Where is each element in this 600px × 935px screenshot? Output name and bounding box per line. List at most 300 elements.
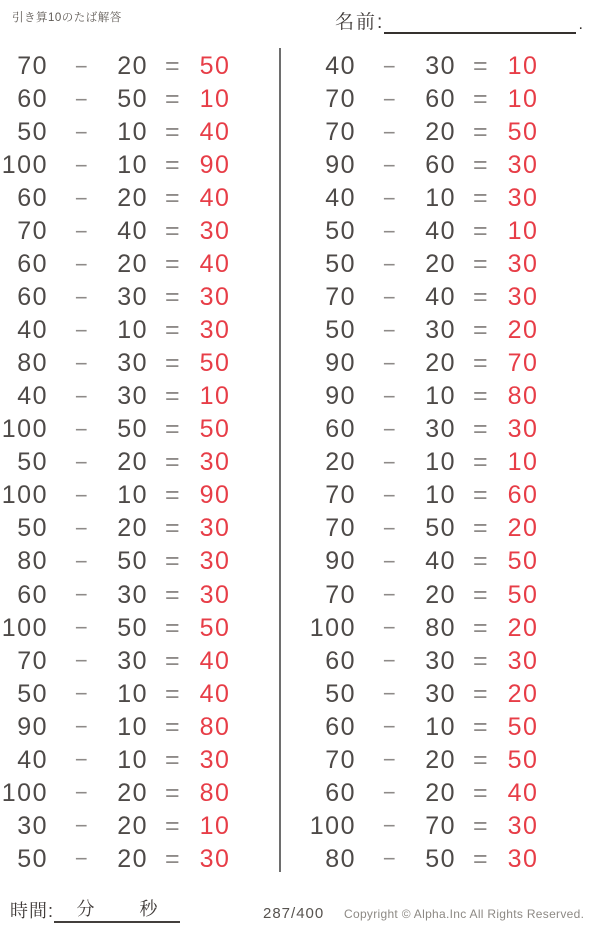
answer-value: 30	[199, 745, 231, 774]
answer-value: 30	[199, 448, 231, 477]
minus-sign: −	[74, 350, 90, 376]
equals-sign: =	[164, 283, 182, 312]
equals-sign: =	[472, 349, 490, 378]
problem-row	[308, 54, 588, 79]
minuend-value: 40	[325, 52, 356, 81]
minuend-value: 70	[325, 481, 356, 510]
answer-value: 40	[199, 118, 231, 147]
minus-sign: −	[382, 383, 398, 409]
answer-value: 30	[199, 283, 231, 312]
subtrahend-value: 30	[425, 415, 456, 444]
equals-sign: =	[472, 283, 490, 312]
answer-value: 30	[507, 184, 539, 213]
name-field	[335, 7, 583, 34]
name-label: 名前:	[335, 12, 385, 33]
minus-sign: −	[74, 251, 90, 277]
answer-value: 60	[507, 481, 539, 510]
minus-sign: −	[382, 350, 398, 376]
minuend-value: 40	[325, 184, 356, 213]
minuend-value: 70	[17, 646, 48, 675]
subtrahend-value: 20	[117, 514, 148, 543]
minuend-value: 50	[325, 679, 356, 708]
minus-sign: −	[74, 615, 90, 641]
equals-sign: =	[164, 250, 182, 279]
minuend-value: 80	[17, 547, 48, 576]
answer-value: 10	[507, 52, 539, 81]
minus-sign: −	[382, 218, 398, 244]
minuend-value: 50	[17, 448, 48, 477]
minus-sign: −	[74, 449, 90, 475]
problem-row	[308, 580, 588, 609]
name-line-period: .	[578, 16, 583, 33]
subtrahend-value: 20	[117, 184, 148, 213]
minuend-value: 60	[17, 184, 48, 213]
minus-sign: −	[74, 648, 90, 674]
problem-row	[0, 679, 280, 708]
subtrahend-value: 40	[117, 217, 148, 246]
minuend-value: 80	[325, 844, 356, 873]
problem-row	[308, 549, 588, 574]
problem-row	[308, 351, 588, 376]
minuend-value: 40	[17, 316, 48, 345]
minuend-value: 70	[325, 514, 356, 543]
problem-row	[0, 285, 280, 310]
answer-value: 30	[507, 415, 539, 444]
minuend-value: 70	[325, 745, 356, 774]
answer-value: 50	[199, 613, 231, 642]
problem-row	[308, 120, 588, 145]
minuend-value: 60	[325, 712, 356, 741]
minuend-value: 60	[17, 250, 48, 279]
answer-value: 50	[507, 580, 539, 609]
subtrahend-value: 30	[117, 349, 148, 378]
answer-value: 50	[199, 415, 231, 444]
answer-value: 10	[507, 217, 539, 246]
subtrahend-value: 10	[425, 712, 456, 741]
answer-value: 30	[507, 151, 539, 180]
subtrahend-value: 30	[117, 382, 148, 411]
problem-row	[0, 417, 280, 442]
minus-sign: −	[74, 152, 90, 178]
minus-sign: −	[382, 152, 398, 178]
minus-sign: −	[74, 119, 90, 145]
answer-value: 10	[507, 85, 539, 114]
answer-value: 20	[507, 679, 539, 708]
minus-sign: −	[74, 185, 90, 211]
problem-row	[308, 285, 588, 310]
answer-value: 80	[199, 778, 231, 807]
minus-sign: −	[382, 615, 398, 641]
subtrahend-value: 20	[425, 745, 456, 774]
minuend-value: 100	[1, 481, 48, 510]
minus-sign: −	[74, 86, 90, 112]
subtrahend-value: 30	[117, 580, 148, 609]
minuend-value: 100	[1, 415, 48, 444]
minutes-label: 分	[76, 899, 95, 919]
subtrahend-value: 50	[425, 514, 456, 543]
answer-value: 30	[507, 250, 539, 279]
minus-sign: −	[74, 780, 90, 806]
problem-row	[308, 646, 588, 675]
minus-sign: −	[74, 582, 90, 608]
problem-row	[308, 417, 588, 442]
answer-value: 50	[199, 349, 231, 378]
time-label: 時間:	[10, 901, 55, 921]
subtrahend-value: 40	[425, 283, 456, 312]
subtrahend-value: 10	[117, 316, 148, 345]
problem-row	[308, 679, 588, 708]
minus-sign: −	[382, 747, 398, 773]
equals-sign: =	[472, 382, 490, 411]
minus-sign: −	[382, 714, 398, 740]
problem-row	[0, 252, 280, 277]
minus-sign: −	[382, 185, 398, 211]
equals-sign: =	[164, 679, 182, 708]
problem-row	[0, 483, 280, 508]
problem-row	[0, 549, 280, 574]
answer-value: 20	[507, 514, 539, 543]
subtrahend-value: 20	[425, 349, 456, 378]
problem-row	[308, 186, 588, 211]
subtrahend-value: 10	[117, 679, 148, 708]
copyright-notice: Copyright © Alpha.Inc All Rights Reserved.	[344, 907, 585, 921]
answer-value: 30	[199, 844, 231, 873]
answer-value: 20	[507, 613, 539, 642]
minuend-value: 20	[325, 448, 356, 477]
minus-sign: −	[74, 681, 90, 707]
answer-value: 10	[507, 448, 539, 477]
problem-row	[308, 252, 588, 277]
minuend-value: 50	[325, 316, 356, 345]
answer-value: 40	[199, 679, 231, 708]
minuend-value: 70	[325, 580, 356, 609]
problem-row	[0, 811, 280, 840]
minus-sign: −	[382, 648, 398, 674]
minus-sign: −	[74, 747, 90, 773]
equals-sign: =	[472, 85, 490, 114]
equals-sign: =	[164, 547, 182, 576]
minuend-value: 100	[1, 613, 48, 642]
equals-sign: =	[164, 217, 182, 246]
problem-row	[308, 384, 588, 409]
equals-sign: =	[164, 613, 182, 642]
problem-row	[308, 219, 588, 244]
subtrahend-value: 20	[117, 811, 148, 840]
problem-row	[0, 54, 280, 79]
equals-sign: =	[472, 448, 490, 477]
minuend-value: 50	[17, 514, 48, 543]
seconds-label: 秒	[139, 899, 158, 919]
minuend-value: 90	[325, 382, 356, 411]
subtrahend-value: 20	[117, 844, 148, 873]
subtrahend-value: 30	[425, 679, 456, 708]
minus-sign: −	[74, 714, 90, 740]
equals-sign: =	[472, 646, 490, 675]
answer-value: 30	[507, 283, 539, 312]
problems-column-right	[308, 50, 588, 876]
problem-row	[308, 745, 588, 774]
problem-row	[308, 318, 588, 343]
equals-sign: =	[472, 118, 490, 147]
minuend-value: 100	[309, 811, 356, 840]
equals-sign: =	[164, 118, 182, 147]
minuend-value: 60	[325, 415, 356, 444]
minuend-value: 70	[325, 118, 356, 147]
subtrahend-value: 50	[425, 844, 456, 873]
equals-sign: =	[164, 415, 182, 444]
problem-row	[0, 450, 280, 475]
answer-value: 90	[199, 481, 231, 510]
subtrahend-value: 30	[425, 316, 456, 345]
answer-value: 80	[507, 382, 539, 411]
minuend-value: 60	[325, 646, 356, 675]
problem-row	[0, 318, 280, 343]
problem-row	[308, 712, 588, 741]
minuend-value: 70	[17, 52, 48, 81]
minuend-value: 50	[17, 844, 48, 873]
equals-sign: =	[164, 349, 182, 378]
minus-sign: −	[74, 284, 90, 310]
subtrahend-value: 10	[425, 448, 456, 477]
answer-value: 50	[507, 118, 539, 147]
equals-sign: =	[472, 745, 490, 774]
problem-row	[0, 219, 280, 244]
answer-value: 10	[199, 85, 231, 114]
equals-sign: =	[472, 481, 490, 510]
minus-sign: −	[382, 780, 398, 806]
answer-value: 30	[507, 646, 539, 675]
subtrahend-value: 10	[117, 481, 148, 510]
equals-sign: =	[472, 250, 490, 279]
subtrahend-value: 20	[117, 778, 148, 807]
problem-row	[308, 153, 588, 178]
page-number: 287/400	[263, 905, 325, 922]
equals-sign: =	[472, 679, 490, 708]
subtrahend-value: 30	[117, 283, 148, 312]
subtrahend-value: 20	[425, 118, 456, 147]
problem-row	[308, 778, 588, 807]
minus-sign: −	[74, 53, 90, 79]
answer-value: 30	[507, 811, 539, 840]
minus-sign: −	[382, 449, 398, 475]
answer-value: 30	[199, 316, 231, 345]
subtrahend-value: 20	[425, 778, 456, 807]
problem-row	[308, 613, 588, 642]
answer-value: 50	[199, 52, 231, 81]
subtrahend-value: 40	[425, 547, 456, 576]
minuend-value: 50	[325, 250, 356, 279]
worksheet-title: 引き算10のたば解答	[12, 12, 122, 24]
problem-row	[0, 516, 280, 541]
equals-sign: =	[164, 481, 182, 510]
minus-sign: −	[74, 482, 90, 508]
subtrahend-value: 10	[117, 151, 148, 180]
answer-value: 70	[507, 349, 539, 378]
minus-sign: −	[382, 548, 398, 574]
minuend-value: 50	[17, 118, 48, 147]
problem-row	[0, 87, 280, 112]
minuend-value: 50	[325, 217, 356, 246]
equals-sign: =	[164, 151, 182, 180]
minuend-value: 60	[17, 580, 48, 609]
minuend-value: 40	[17, 382, 48, 411]
subtrahend-value: 20	[425, 250, 456, 279]
subtrahend-value: 50	[117, 415, 148, 444]
equals-sign: =	[164, 514, 182, 543]
equals-sign: =	[164, 85, 182, 114]
equals-sign: =	[472, 151, 490, 180]
problem-row	[0, 351, 280, 376]
equals-sign: =	[164, 712, 182, 741]
minuend-value: 70	[17, 217, 48, 246]
problem-row	[0, 580, 280, 609]
answer-value: 40	[507, 778, 539, 807]
subtrahend-value: 10	[425, 382, 456, 411]
answer-value: 30	[199, 217, 231, 246]
problem-row	[0, 712, 280, 741]
minuend-value: 60	[17, 85, 48, 114]
minus-sign: −	[382, 251, 398, 277]
answer-value: 80	[199, 712, 231, 741]
minus-sign: −	[382, 119, 398, 145]
minuend-value: 100	[1, 778, 48, 807]
minus-sign: −	[382, 515, 398, 541]
subtrahend-value: 10	[425, 184, 456, 213]
time-field	[10, 895, 180, 923]
problem-row	[308, 844, 588, 873]
minuend-value: 60	[17, 283, 48, 312]
problem-row	[0, 646, 280, 675]
answer-value: 30	[199, 580, 231, 609]
minuend-value: 70	[325, 283, 356, 312]
equals-sign: =	[472, 184, 490, 213]
problems-column-left	[0, 50, 280, 876]
equals-sign: =	[164, 811, 182, 840]
answer-value: 50	[507, 745, 539, 774]
answer-value: 10	[199, 811, 231, 840]
minuend-value: 90	[325, 151, 356, 180]
minus-sign: −	[382, 416, 398, 442]
equals-sign: =	[164, 745, 182, 774]
subtrahend-value: 10	[117, 745, 148, 774]
subtrahend-value: 20	[425, 580, 456, 609]
equals-sign: =	[164, 580, 182, 609]
minuend-value: 30	[17, 811, 48, 840]
equals-sign: =	[472, 415, 490, 444]
minus-sign: −	[74, 416, 90, 442]
answer-value: 30	[199, 547, 231, 576]
minus-sign: −	[382, 53, 398, 79]
minus-sign: −	[382, 86, 398, 112]
answer-value: 30	[199, 514, 231, 543]
answer-value: 50	[507, 547, 539, 576]
minus-sign: −	[382, 681, 398, 707]
subtrahend-value: 10	[425, 481, 456, 510]
equals-sign: =	[472, 547, 490, 576]
answer-value: 40	[199, 250, 231, 279]
problem-row	[0, 613, 280, 642]
equals-sign: =	[472, 811, 490, 840]
equals-sign: =	[164, 448, 182, 477]
subtrahend-value: 70	[425, 811, 456, 840]
minus-sign: −	[74, 383, 90, 409]
problem-row	[0, 778, 280, 807]
subtrahend-value: 50	[117, 613, 148, 642]
minus-sign: −	[74, 846, 90, 872]
minuend-value: 70	[325, 85, 356, 114]
minuend-value: 80	[17, 349, 48, 378]
problem-row	[0, 120, 280, 145]
subtrahend-value: 20	[117, 52, 148, 81]
answer-value: 20	[507, 316, 539, 345]
answer-value: 40	[199, 646, 231, 675]
minuend-value: 90	[325, 547, 356, 576]
subtrahend-value: 10	[117, 118, 148, 147]
minus-sign: −	[74, 548, 90, 574]
minus-sign: −	[74, 515, 90, 541]
minus-sign: −	[382, 813, 398, 839]
equals-sign: =	[472, 613, 490, 642]
minus-sign: −	[382, 317, 398, 343]
problem-row	[308, 516, 588, 541]
minus-sign: −	[74, 813, 90, 839]
problem-row	[308, 483, 588, 508]
subtrahend-value: 60	[425, 151, 456, 180]
problem-row	[0, 384, 280, 409]
problem-row	[0, 844, 280, 873]
subtrahend-value: 20	[117, 448, 148, 477]
answer-value: 90	[199, 151, 231, 180]
subtrahend-value: 40	[425, 217, 456, 246]
minus-sign: −	[382, 482, 398, 508]
subtrahend-value: 30	[425, 52, 456, 81]
answer-value: 50	[507, 712, 539, 741]
equals-sign: =	[472, 514, 490, 543]
equals-sign: =	[164, 52, 182, 81]
problem-row	[0, 745, 280, 774]
minuend-value: 90	[17, 712, 48, 741]
minus-sign: −	[382, 846, 398, 872]
equals-sign: =	[472, 712, 490, 741]
equals-sign: =	[472, 844, 490, 873]
subtrahend-value: 10	[117, 712, 148, 741]
equals-sign: =	[164, 184, 182, 213]
problem-row	[308, 450, 588, 475]
minuend-value: 100	[309, 613, 356, 642]
problem-row	[308, 811, 588, 840]
name-blank-line[interactable]	[384, 10, 575, 34]
subtrahend-value: 50	[117, 85, 148, 114]
minuend-value: 60	[325, 778, 356, 807]
problem-row	[0, 153, 280, 178]
problem-row	[308, 87, 588, 112]
minuend-value: 100	[1, 151, 48, 180]
equals-sign: =	[472, 217, 490, 246]
minuend-value: 50	[17, 679, 48, 708]
answer-value: 40	[199, 184, 231, 213]
answer-value: 30	[507, 844, 539, 873]
time-blank-line[interactable]	[54, 895, 180, 923]
equals-sign: =	[472, 52, 490, 81]
equals-sign: =	[472, 778, 490, 807]
equals-sign: =	[164, 646, 182, 675]
subtrahend-value: 30	[117, 646, 148, 675]
equals-sign: =	[164, 844, 182, 873]
equals-sign: =	[164, 316, 182, 345]
subtrahend-value: 20	[117, 250, 148, 279]
minus-sign: −	[382, 582, 398, 608]
minuend-value: 40	[17, 745, 48, 774]
